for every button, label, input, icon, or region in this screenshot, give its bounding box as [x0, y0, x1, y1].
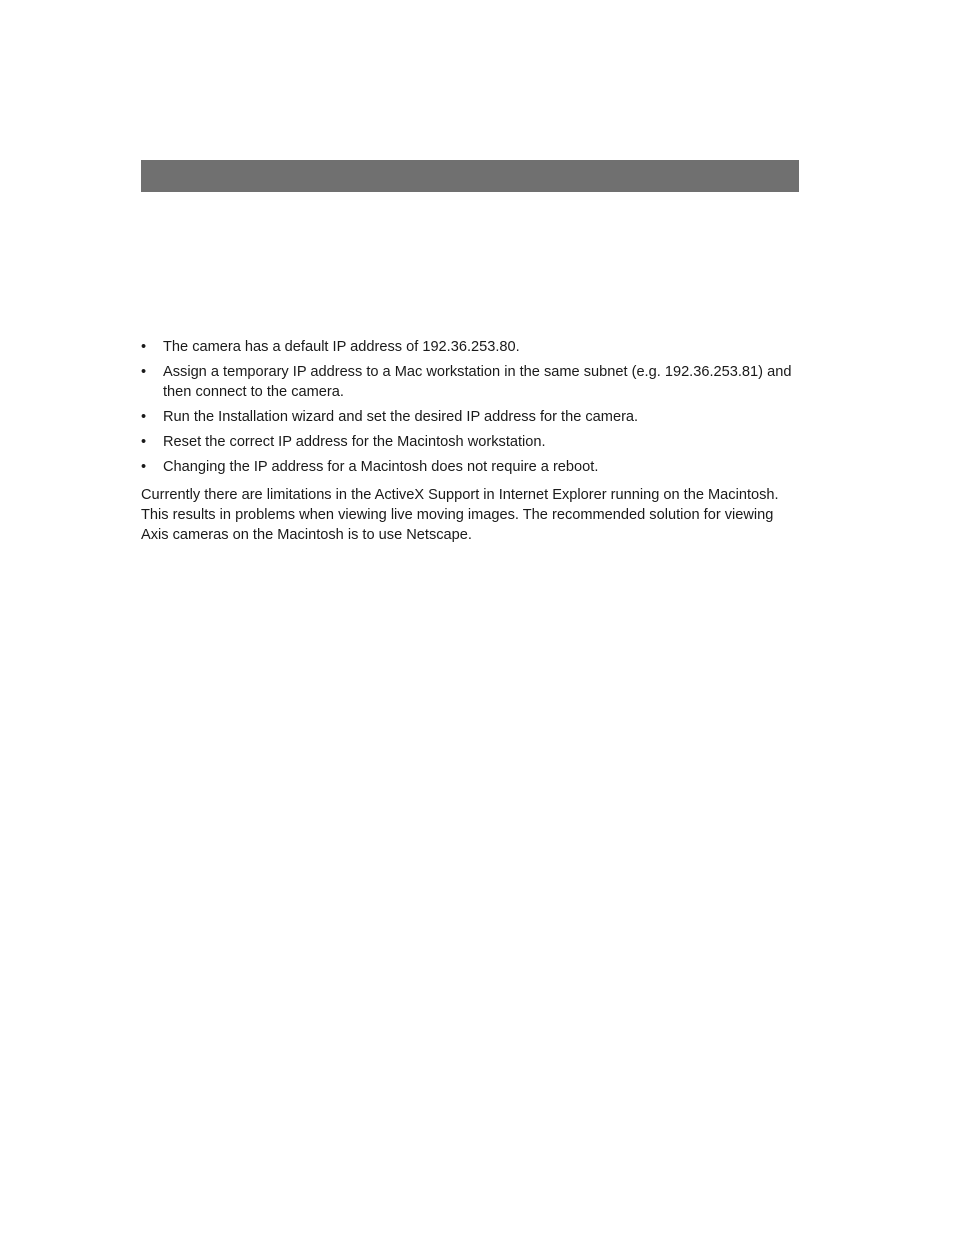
- list-item-text: Run the Installation wizard and set the desired IP address for the camera.: [163, 409, 639, 425]
- bullet-icon: •: [141, 434, 147, 450]
- list-item-text: Reset the correct IP address for the Macintosh workstation.: [163, 434, 546, 450]
- bullet-icon: •: [141, 364, 147, 380]
- bullet-list: [141, 337, 801, 477]
- list-item-text: The camera has a default IP address of 192.36.253.80.: [163, 339, 520, 355]
- bullet-icon: •: [141, 459, 147, 475]
- list-item: [141, 362, 801, 402]
- page-content: [141, 337, 801, 545]
- section-header-bar: [141, 160, 799, 192]
- list-item: [141, 337, 801, 357]
- list-item: [141, 457, 801, 477]
- list-item-text: Assign a temporary IP address to a Mac workstation in the same subnet (e.g. 192.36.253.81) and then connect to the camera.: [163, 364, 792, 400]
- list-item-text: Changing the IP address for a Macintosh does not require a reboot.: [163, 459, 599, 475]
- list-item: [141, 407, 801, 427]
- body-paragraph: Currently there are limitations in the ActiveX Support in Internet Explorer running on the Macintosh. This results in problems when viewing live moving images. The recommended solution for viewing Axis cameras on the Macintosh is to use Netscape.: [141, 487, 779, 543]
- bullet-icon: •: [141, 339, 147, 355]
- bullet-icon: •: [141, 409, 147, 425]
- list-item: [141, 432, 801, 452]
